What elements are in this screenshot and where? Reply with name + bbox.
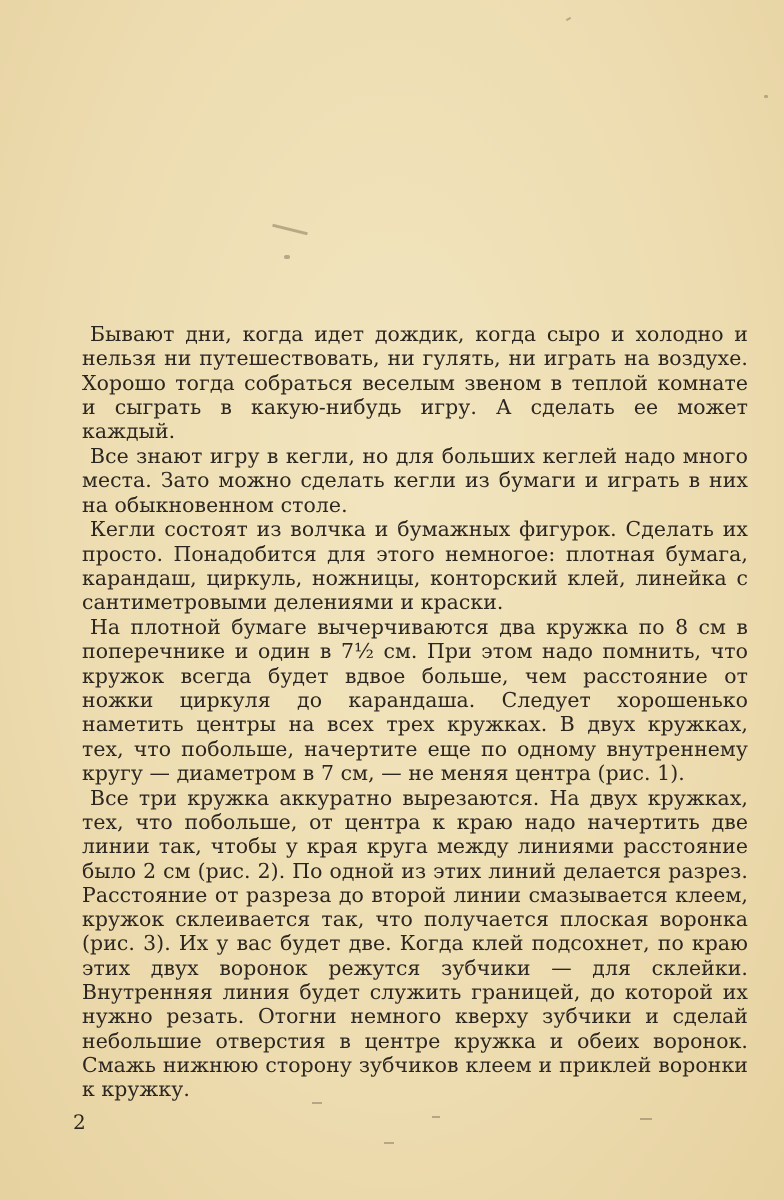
paragraph: Все знают игру в кегли, но для больших кеглей надо много места. Зато можно сделать кегли из бумаги и играть в них на обыкновенном столе.: [82, 443, 748, 517]
ink-speck: [764, 95, 768, 98]
ink-speck: [312, 1102, 322, 1104]
body-text: [82, 322, 748, 1102]
paragraph: Все три кружка аккуратно вырезаются. На двух кружках, тех, что побольше, от центра к краю надо начертить две линии так, чтобы у края круга между линиями расстояние было 2 см (рис. 2). По одной из этих линий делается разрез. Расстояние от разреза до второй линии смазывается клеем, кружок склеивается так, что получается плоская воронка (рис. 3). Их у вас будет две. Когда клей подсохнет, по краю этих двух воронок режутся зубчики — для склейки. Внутренняя линия будет служить границей, до которой их нужно резать. Отогни немного кверху зубчики и сделай небольшие отверстия в центре кружка и обеих воронок. Смажь нижнюю сторону зубчиков клеем и приклей воронки к кружку.: [82, 785, 748, 1102]
ink-speck: [272, 224, 308, 236]
ink-speck: [566, 17, 571, 21]
ink-speck: [640, 1118, 652, 1120]
paragraph: Кегли состоят из волчка и бумажных фигурок. Сделать их просто. Понадобится для этого немногое: плотная бумага, карандаш, циркуль, ножницы, конторский клей, линейка с сантиметровыми делениями и краски.: [82, 517, 748, 615]
ink-speck: [432, 1116, 440, 1118]
page-number: 2: [73, 1110, 86, 1134]
ink-speck: [284, 255, 290, 259]
paragraph: На плотной бумаге вычерчиваются два кружка по 8 см в поперечнике и один в 7½ см. При этом надо помнить, что кружок всегда будет вдвое больше, чем расстояние от ножки циркуля до карандаша. Следует хорошенько наметить центры на всех трех кружках. В двух кружках, тех, что побольше, начертите еще по одному внутреннему кругу — диаметром в 7 см, — не меняя центра (рис. 1).: [82, 615, 748, 785]
ink-speck: [384, 1142, 394, 1144]
paragraph: Бывают дни, когда идет дождик, когда сыро и холодно и нельзя ни путешествовать, ни гулять, ни играть на воздухе. Хорошо тогда собраться веселым звеном в теплой комнате и сыграть в какую-нибудь игру. А сделать ее может каждый.: [82, 322, 748, 444]
